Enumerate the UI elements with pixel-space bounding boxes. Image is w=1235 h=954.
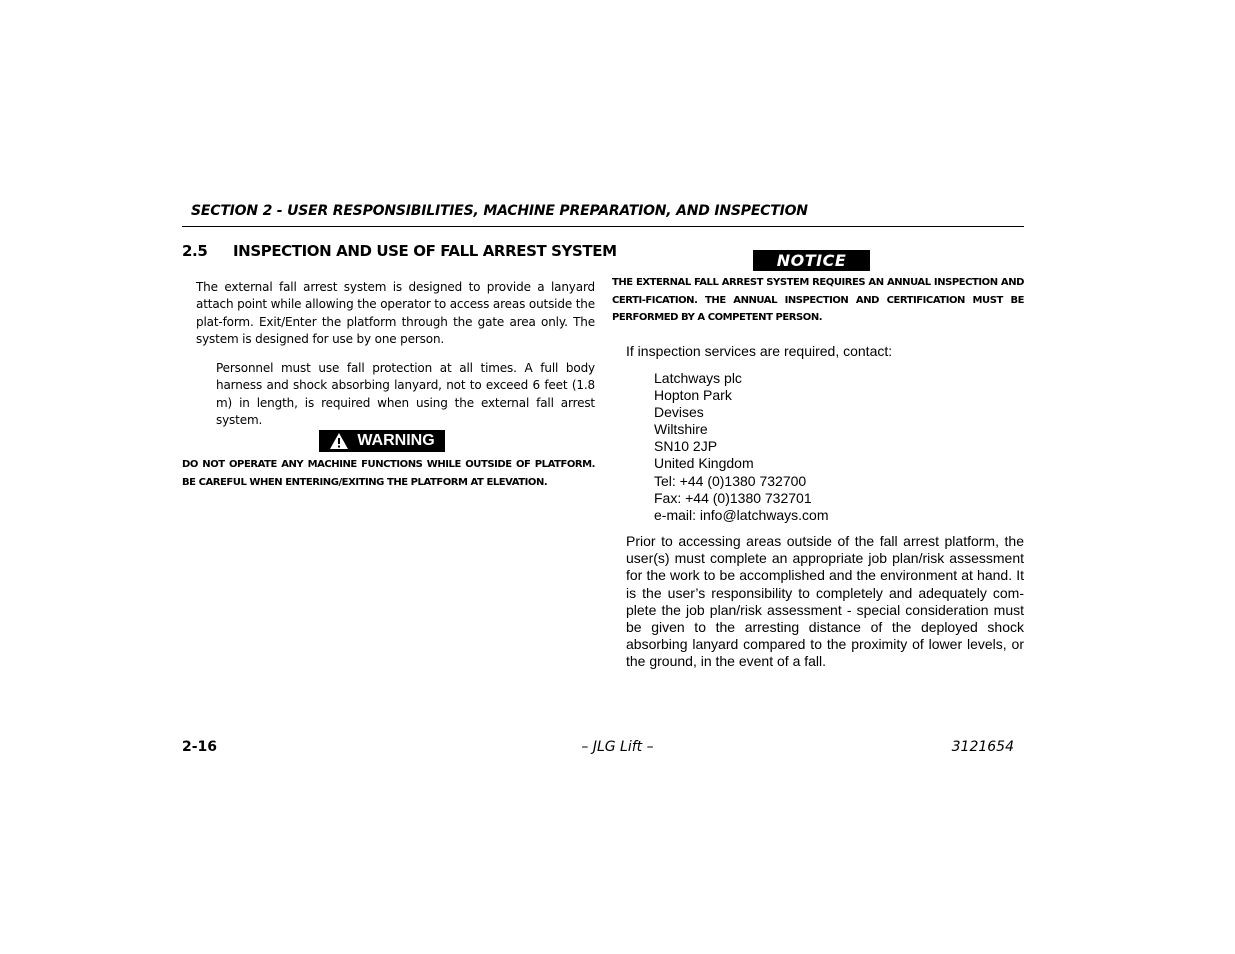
section-heading [182,242,617,260]
contact-line: Wiltshire [654,421,708,438]
contact-email: e-mail: info@latchways.com [654,506,829,523]
heading-number: 2.5 [182,242,208,260]
page-number: 2-16 [182,739,218,755]
header-rule [182,226,1024,227]
contact-line: SN10 2JP [654,438,718,455]
section-header: SECTION 2 - USER RESPONSIBILITIES, MACHINE PREPARATION, AND INSPECTION [191,203,808,219]
risk-assessment-paragraph: Prior to accessing areas outside of the fall arrest platform, the user(s) must complete an appropriate job plan/risk assessment for the work to be accomplished and the environment at hand. It is the user’s responsibility to completely and adequately com-plete the job plan/risk assessment - special consideration must be given to the arresting distance of the deployed shock absorbing lanyard compared to the proximity of lower levels, or the ground, in the event of a fall. [626,533,1024,670]
contact-address [654,370,829,524]
document-number: 3121654 [951,739,1014,755]
footer-brand: – JLG Lift – [581,739,654,755]
warning-label: WARNING [357,432,435,449]
contact-line: Hopton Park [654,387,732,404]
warning-triangle-icon [329,432,349,450]
warning-text: DO NOT OPERATE ANY MACHINE FUNCTIONS WHILE OUTSIDE OF PLATFORM. BE CAREFUL WHEN ENTERING/EXITING THE PLATFORM AT ELEVATION. [182,459,595,488]
warning-badge [319,430,445,452]
notice-text: THE EXTERNAL FALL ARREST SYSTEM REQUIRES AN ANNUAL INSPECTION AND CERTI-FICATION. THE ANNUAL INSPECTION AND CERTIFICATION MUST BE PERFORMED BY A COMPETENT PERSON. [612,277,1024,323]
heading-title: INSPECTION AND USE OF FALL ARREST SYSTEM [233,242,617,260]
contact-phone: Tel: +44 (0)1380 732700 [654,472,807,489]
notice-badge [753,250,870,271]
notice-label: NOTICE [776,251,847,270]
contact-intro: If inspection services are required, contact: [626,343,893,359]
intro-paragraph: The external fall arrest system is designed to provide a lanyard attach point while allowing the operator to access areas outside the plat-form. Exit/Enter the platform through the gate area only. The system is designed for use by one person. [196,280,595,347]
contact-line: Devises [654,404,704,421]
contact-line: United Kingdom [654,455,754,472]
contact-fax: Fax: +44 (0)1380 732701 [654,489,812,506]
fall-protection-paragraph: Personnel must use fall protection at all times. A full body harness and shock absorbing lanyard, not to exceed 6 feet (1.8 m) in length, is required when using the external fall arrest system. [216,361,595,428]
contact-line: Latchways plc [654,370,742,386]
